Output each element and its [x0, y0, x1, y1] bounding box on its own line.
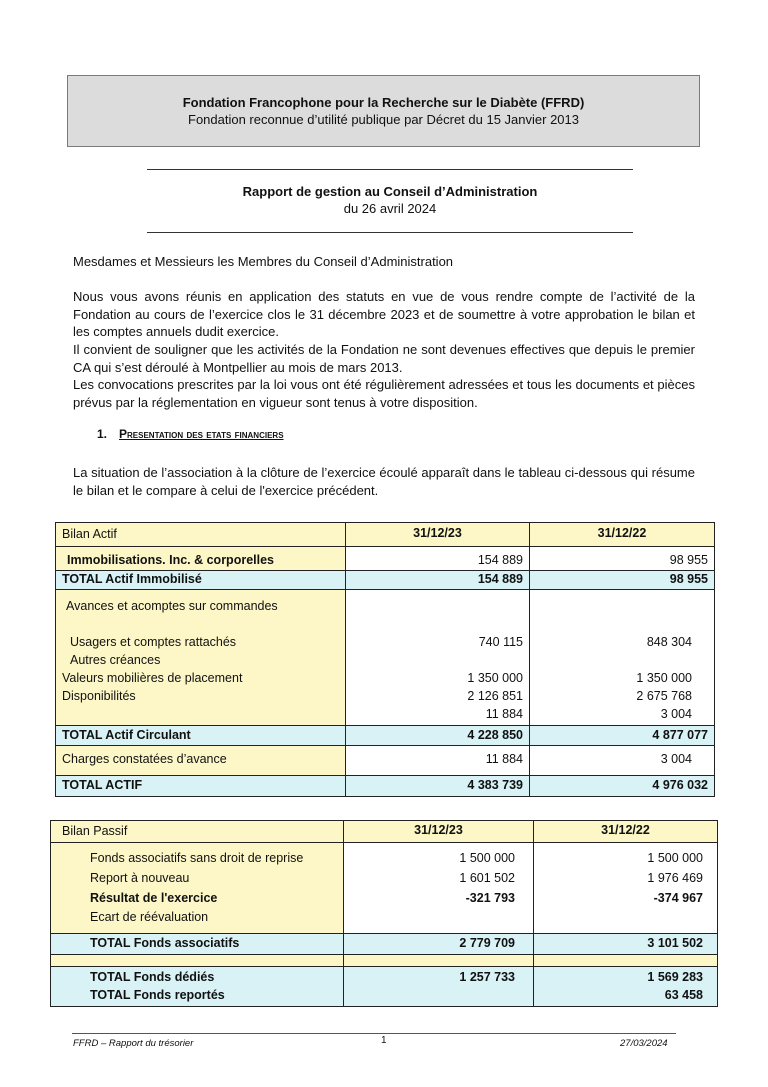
spacer-row: [51, 955, 718, 967]
total-circulant-row: [56, 726, 715, 746]
organization-name: Fondation Francophone pour la Recherche sur le Diabète (FFRD): [182, 95, 585, 110]
header-box: [67, 75, 700, 147]
circulant-value: 1 350 000: [636, 671, 692, 685]
intro-paragraph-1: Nous vous avons réunis en application des statuts en vue de vous rendre compte de l’activité de la Fondation au cours de l’exercice clos le 31 décembre 2023 et de soumettre à votre approbation le bilan et les comptes annuels dudit exercice.: [73, 289, 695, 339]
total-actif-value-2023: 4 383 739: [346, 776, 530, 797]
circulant-label: Autres créances: [70, 653, 161, 667]
report-title: Rapport de gestion au Conseil d’Administration: [242, 184, 538, 199]
charges-value-2023: 11 884: [346, 746, 530, 776]
circulant-value: 2 675 768: [636, 689, 692, 703]
circulant-value: [352, 597, 523, 615]
circulant-label: Avances et acomptes sur commandes: [66, 599, 278, 613]
actif-header-row: [56, 523, 715, 547]
circulant-label: Disponibilités: [62, 689, 136, 703]
circulant-value: 2 126 851: [467, 689, 523, 703]
fonds-dedies-values-2022: [534, 967, 718, 1007]
fonds-dedies-labels: [51, 967, 344, 1007]
actif-circulant-row: [56, 590, 715, 726]
total-immob-label: TOTAL Actif Immobilisé: [56, 571, 346, 590]
passif-header-label: Bilan Passif: [51, 821, 344, 843]
circulant-value: [352, 651, 523, 669]
total-circulant-value-2023: 4 228 850: [346, 726, 530, 746]
intro-paragraph-2: Il convient de souligner que les activités de la Fondation ne sont devenues effectives que depuis le premier CA qui s’est déroulé à Montpellier au mois de mars 2013.: [73, 342, 695, 375]
footer-rule: [72, 1033, 676, 1034]
fonds-labels: [51, 843, 344, 934]
section-paragraph: La situation de l’association à la clôture de l’exercice écoulé apparaît dans le tableau ci-dessous qui résume le bilan et le compare à celui de l'exercice précédent.: [73, 465, 695, 498]
immob-value-2022: 98 955: [530, 547, 715, 571]
charges-value-2022: 3 004: [530, 746, 715, 776]
total-fonds-value-2022: 3 101 502: [534, 934, 718, 955]
fonds-value: -374 967: [653, 891, 703, 905]
report-title-block: [147, 183, 633, 217]
footer-date: 27/03/2024: [620, 1038, 668, 1049]
total-fonds-value-2023: 2 779 709: [344, 934, 534, 955]
circulant-value: 740 115: [478, 635, 523, 649]
fonds-reportes-value-2022: 63 458: [664, 988, 703, 1002]
immob-value-2023: 154 889: [346, 547, 530, 571]
fonds-reportes-value-2023: [350, 986, 515, 1004]
fonds-dedies-value-2023: 1 257 733: [459, 970, 515, 984]
title-top-rule: [147, 169, 633, 170]
title-bottom-rule: [147, 232, 633, 233]
intro-paragraph-3: Les convocations prescrites par la loi vous ont été régulièrement adressées et tous les documents et pièces prévus par la réglementation en vigueur sont tenus à votre disposition.: [73, 377, 695, 410]
section-number: 1.: [97, 427, 108, 441]
fonds-dedies-value-2022: 1 569 283: [647, 970, 703, 984]
charges-row: [56, 746, 715, 776]
circulant-labels: [56, 590, 346, 726]
total-immob-value-2022: 98 955: [530, 571, 715, 590]
circulant-value: 848 304: [646, 635, 692, 649]
passif-header-row: [51, 821, 718, 843]
spacer-cell: [534, 955, 718, 967]
report-date: du 26 avril 2024: [343, 201, 437, 216]
fonds-value: 1 500 000: [459, 851, 515, 865]
fonds-values-2022: [534, 843, 718, 934]
total-actif-row: [56, 776, 715, 797]
fonds-reportes-label: TOTAL Fonds reportés: [90, 988, 225, 1002]
passif-fonds-row: [51, 843, 718, 934]
fonds-label: Résultat de l'exercice: [90, 891, 218, 905]
fonds-label: Fonds associatifs sans droit de reprise: [90, 851, 304, 865]
charges-label: Charges constatées d’avance: [56, 746, 346, 776]
section-heading: [97, 427, 284, 441]
circulant-value: [536, 615, 692, 633]
circulant-value: [536, 651, 692, 669]
bilan-passif-table: [50, 820, 718, 1007]
total-fonds-label: TOTAL Fonds associatifs: [51, 934, 344, 955]
page-number: 1: [381, 1035, 387, 1046]
fonds-value: -321 793: [465, 891, 515, 905]
actif-immob-row: [56, 547, 715, 571]
fonds-dedies-row: [51, 967, 718, 1007]
immob-label: Immobilisations. Inc. & corporelles: [56, 547, 346, 571]
circulant-values-2023: [346, 590, 530, 726]
fonds-value: [350, 908, 515, 927]
greeting: Mesdames et Messieurs les Membres du Conseil d’Administration: [73, 254, 454, 269]
circulant-label: [62, 615, 339, 633]
fonds-value: 1 976 469: [647, 871, 703, 885]
circulant-value: 1 350 000: [467, 671, 523, 685]
circulant-value: [352, 615, 523, 633]
total-actif-value-2022: 4 976 032: [530, 776, 715, 797]
passif-header-col-2023: 31/12/23: [344, 821, 534, 843]
fonds-label: Report à nouveau: [90, 871, 190, 885]
fonds-value: 1 601 502: [459, 871, 515, 885]
fonds-dedies-label: TOTAL Fonds dédiés: [90, 970, 215, 984]
actif-header-col-2023: 31/12/23: [346, 523, 530, 547]
total-immob-value-2023: 154 889: [346, 571, 530, 590]
total-immob-row: [56, 571, 715, 590]
spacer-cell: [344, 955, 534, 967]
fonds-dedies-values-2023: [344, 967, 534, 1007]
total-circulant-value-2022: 4 877 077: [530, 726, 715, 746]
passif-header-col-2022: 31/12/22: [534, 821, 718, 843]
bilan-actif-table: [55, 522, 715, 797]
fonds-label: Ecart de réévaluation: [90, 910, 209, 924]
total-actif-label: TOTAL ACTIF: [56, 776, 346, 797]
circulant-value: 3 004: [660, 707, 692, 721]
total-fonds-row: [51, 934, 718, 955]
circulant-label: [62, 705, 339, 723]
total-circulant-label: TOTAL Actif Circulant: [56, 726, 346, 746]
footer-left: FFRD – Rapport du trésorier: [73, 1038, 194, 1049]
actif-header-label: Bilan Actif: [56, 523, 346, 547]
circulant-value: 11 884: [485, 707, 523, 721]
circulant-values-2022: [530, 590, 715, 726]
spacer-cell: [51, 955, 344, 967]
circulant-label: Usagers et comptes rattachés: [70, 635, 237, 649]
fonds-value: 1 500 000: [647, 851, 703, 865]
section-title: Presentation des etats financiers: [119, 427, 284, 441]
circulant-label: Valeurs mobilières de placement: [62, 671, 243, 685]
actif-header-col-2022: 31/12/22: [530, 523, 715, 547]
organization-subtitle: Fondation reconnue d’utilité publique par Décret du 15 Janvier 2013: [188, 112, 579, 127]
fonds-value: [540, 908, 703, 927]
circulant-value: [536, 597, 692, 615]
fonds-values-2023: [344, 843, 534, 934]
